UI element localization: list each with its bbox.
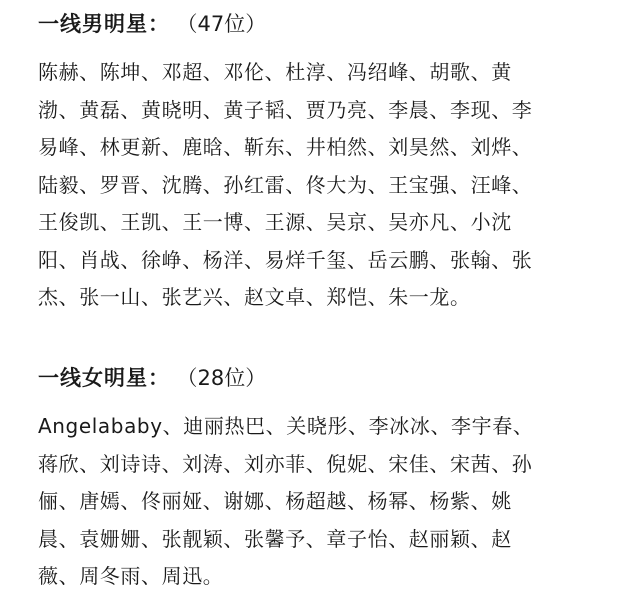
female-stars-heading	[38, 360, 618, 396]
female-stars-colon: ：	[148, 366, 169, 390]
male-stars-section	[38, 6, 618, 317]
female-stars-line-1: Angelababy、迪丽热巴、关晓彤、李冰冰、李宇春、	[38, 414, 534, 438]
female-stars-line-3: 俪、唐嫣、佟丽娅、谢娜、杨超越、杨幂、杨紫、姚	[38, 489, 512, 513]
male-stars-count: （47位）	[187, 12, 267, 36]
male-stars-line-6: 阳、肖战、徐峥、杨洋、易烊千玺、岳云鹏、张翰、张	[38, 247, 533, 272]
male-stars-list	[38, 54, 618, 317]
male-stars-line-2: 渤、黄磊、黄晓明、黄子韬、贾乃亮、李晨、李现、李	[38, 97, 533, 122]
male-stars-colon: ：	[148, 12, 169, 36]
female-stars-title: 一线女明星	[38, 366, 148, 390]
female-stars-line-5: 薇、周冬雨、周迅。	[38, 564, 224, 588]
male-stars-heading	[38, 6, 618, 42]
male-stars-line-5: 王俊凯、王凯、王一博、王源、吴京、吴亦凡、小沈	[38, 210, 512, 234]
female-stars-section	[38, 360, 618, 596]
male-stars-line-7: 杰、张一山、张艺兴、赵文卓、郑恺、朱一龙。	[38, 285, 471, 309]
female-stars-line-2: 蒋欣、刘诗诗、刘涛、刘亦菲、倪妮、宋佳、宋茜、孙	[38, 451, 533, 476]
female-stars-line-4: 晨、袁姗姗、张靓颖、张馨予、章子怡、赵丽颖、赵	[38, 526, 512, 551]
female-stars-list	[38, 408, 618, 596]
male-stars-title: 一线男明星	[38, 12, 148, 36]
male-stars-line-3: 易峰、林更新、鹿晗、靳东、井柏然、刘昊然、刘烨、	[38, 135, 533, 159]
male-stars-line-4: 陆毅、罗晋、沈腾、孙红雷、佟大为、王宝强、汪峰、	[38, 172, 533, 197]
male-stars-line-1: 陈赫、陈坤、邓超、邓伦、杜淳、冯绍峰、胡歌、黄	[38, 60, 512, 84]
female-stars-count: （28位）	[187, 366, 267, 390]
